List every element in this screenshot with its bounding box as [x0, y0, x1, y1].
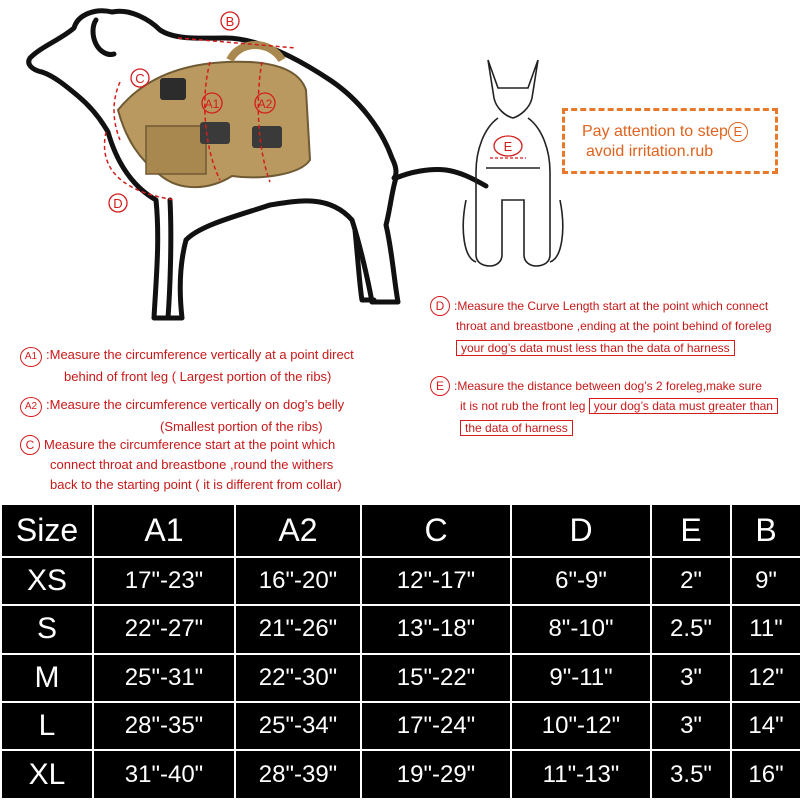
table-cell: 6"-9" [511, 557, 651, 605]
note-a2-line1: :Measure the circumference vertically on dog’s belly [46, 397, 345, 412]
neck-clip [160, 78, 186, 100]
note-c-line3: back to the starting point ( it is different from collar) [50, 477, 342, 492]
table-row [1, 654, 800, 702]
label-c: C [135, 71, 145, 86]
note-c-line1: Measure the circumference start at the point which [44, 437, 336, 452]
note-a1-letter: A1 [20, 347, 42, 367]
size-table-header [1, 504, 800, 557]
table-cell: 3" [651, 702, 731, 750]
header-size: Size [1, 504, 93, 557]
buckle-right [252, 126, 282, 148]
table-cell: 22"-27" [93, 605, 235, 653]
header-a2: A2 [235, 504, 361, 557]
note-d-line2: throat and breastbone ,ending at the point behind of foreleg [456, 319, 772, 333]
label-d: D [113, 196, 123, 211]
table-cell: 12"-17" [361, 557, 511, 605]
table-cell: 16"-20" [235, 557, 361, 605]
note-a1-line1: :Measure the circumference vertically at a point direct [46, 347, 354, 362]
note-e-line2b: your dog’s data must greater than [589, 398, 778, 414]
table-cell: 16" [731, 750, 800, 799]
note-d-line1: :Measure the Curve Length start at the point which connect [454, 299, 769, 313]
label-e: E [503, 139, 513, 154]
pay-attention-line2: avoid irritation.rub [586, 143, 714, 160]
table-cell: 2.5" [651, 605, 731, 653]
table-cell: 22"-30" [235, 654, 361, 702]
note-a1 [20, 345, 354, 387]
pay-attention-text [582, 122, 748, 162]
table-cell: 17"-23" [93, 557, 235, 605]
size-cell: XL [1, 750, 93, 799]
table-row [1, 702, 800, 750]
size-cell: S [1, 605, 93, 653]
table-cell: 25"-31" [93, 654, 235, 702]
pay-attention-line1: Pay attention to step [582, 123, 728, 140]
header-d: D [511, 504, 651, 557]
table-cell: 11" [731, 605, 800, 653]
note-c-letter: C [20, 435, 40, 455]
table-cell: 11"-13" [511, 750, 651, 799]
header-a1: A1 [93, 504, 235, 557]
table-cell: 21"-26" [235, 605, 361, 653]
table-cell: 3.5" [651, 750, 731, 799]
note-a2-letter: A2 [20, 397, 42, 417]
pay-attention-e-circle: E [728, 122, 748, 142]
table-cell: 15"-22" [361, 654, 511, 702]
table-row [1, 750, 800, 799]
label-a1: A1 [204, 97, 220, 111]
table-cell: 8"-10" [511, 605, 651, 653]
note-a2 [20, 395, 344, 437]
header-c: C [361, 504, 511, 557]
note-e-line2a: it is not rub the front leg [460, 399, 586, 413]
table-row [1, 605, 800, 653]
table-cell: 28"-35" [93, 702, 235, 750]
dog-front-outline [463, 60, 563, 266]
label-b: B [225, 14, 235, 29]
table-cell: 3" [651, 654, 731, 702]
size-cell: XS [1, 557, 93, 605]
table-cell: 14" [731, 702, 800, 750]
label-a2: A2 [257, 97, 273, 111]
table-cell: 9"-11" [511, 654, 651, 702]
header-b: B [731, 504, 800, 557]
note-d-letter: D [430, 296, 450, 316]
table-cell: 10"-12" [511, 702, 651, 750]
note-a2-line2: (Smallest portion of the ribs) [160, 419, 323, 434]
note-a1-line2: behind of front leg ( Largest portion of the ribs) [64, 369, 332, 384]
table-cell: 19"-29" [361, 750, 511, 799]
table-cell: 12" [731, 654, 800, 702]
table-cell: 13"-18" [361, 605, 511, 653]
table-cell: 17"-24" [361, 702, 511, 750]
note-e-letter: E [430, 376, 450, 396]
table-cell: 2" [651, 557, 731, 605]
header-e: E [651, 504, 731, 557]
front-e-label [490, 136, 526, 158]
table-cell: 28"-39" [235, 750, 361, 799]
size-cell: L [1, 702, 93, 750]
size-table [0, 503, 800, 800]
buckle-left [200, 122, 230, 144]
note-d-line3: your dog’s data must less than the data of harness [456, 340, 735, 356]
note-d [430, 296, 772, 358]
size-cell: M [1, 654, 93, 702]
note-e [430, 376, 778, 438]
note-c-line2: connect throat and breastbone ,round the withers [50, 457, 334, 472]
note-e-line3: the data of harness [460, 420, 573, 436]
note-c [20, 435, 342, 495]
table-cell: 9" [731, 557, 800, 605]
note-e-line1: :Measure the distance between dog’s 2 foreleg,make sure [454, 379, 762, 393]
table-cell: 25"-34" [235, 702, 361, 750]
table-row [1, 557, 800, 605]
table-cell: 31"-40" [93, 750, 235, 799]
